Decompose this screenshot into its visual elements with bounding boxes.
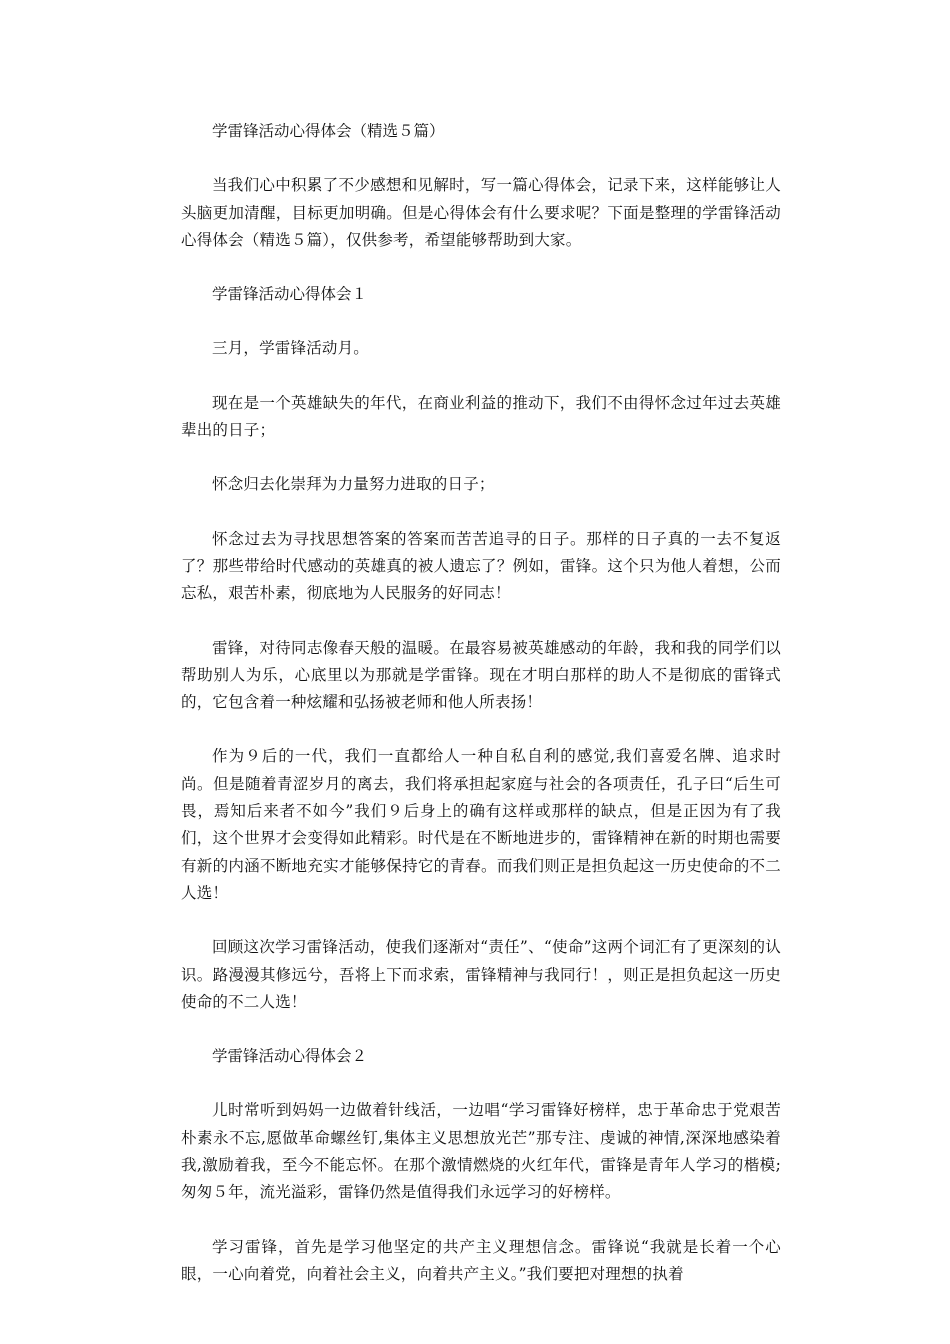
section-2-paragraph: 儿时常听到妈妈一边做着针线活，一边唱“学习雷锋好榜样，忠于革命忠于党艰苦朴素永不忘,愿做革命螺丝钉,集体主义思想放光芒”那专注、虔诚的神情,深深地感染着我,激励着我，至今不能忘怀。在那个激情燃烧的火红年代，雷锋是青年人学习的楷模;匆匆５年，流光溢彩，雷锋仍然是值得我们永远学习的好榜样。	[181, 1101, 781, 1202]
document-page	[181, 118, 781, 1315]
section-1-paragraph: 怀念过去为寻找思想答案的答案而苦苦追寻的日子。那样的日子真的一去不复返了？那些带给时代感动的英雄真的被人遗忘了？例如，雷锋。这个只为他人着想，公而忘私，艰苦朴素，彻底地为人民服务的好同志！	[181, 529, 781, 603]
section-1-paragraph: 现在是一个英雄缺失的年代，在商业利益的推动下，我们不由得怀念过年过去英雄辈出的日子；	[181, 393, 781, 440]
section-1-paragraph: 回顾这次学习雷锋活动，使我们逐渐对“责任”、“使命”这两个词汇有了更深刻的认识。路漫漫其修远兮，吾将上下而求索，雷锋精神与我同行！，则正是担负起这一历史使命的不二人选！	[181, 938, 781, 1011]
document-title: 学雷锋活动心得体会（精选５篇）	[212, 122, 445, 140]
section-1-paragraph: 怀念归去化崇拜为力量努力进取的日子；	[212, 475, 495, 494]
section-2-heading: 学雷锋活动心得体会２	[212, 1047, 368, 1066]
section-1-paragraph: 作为９后的一代，我们一直都给人一种自私自利的感觉,我们喜爱名牌、追求时尚。但是随着青涩岁月的离去，我们将承担起家庭与社会的各项责任，孔子曰“后生可畏，焉知后来者不如今”我们９后身上的确有这样或那样的缺点，但是正因为有了我们，这个世界才会变得如此精彩。时代是在不断地进步的，雷锋精神在新的时期也需要有新的内涵不断地充实才能够保持它的青春。而我们则正是担负起这一历史使命的不二人选！	[181, 747, 781, 902]
section-1-paragraph: 三月，学雷锋活动月。	[212, 339, 370, 358]
intro-paragraph: 当我们心中积累了不少感想和见解时，写一篇心得体会，记录下来，这样能够让人头脑更加清醒，目标更加明确。但是心得体会有什么要求呢？下面是整理的学雷锋活动心得体会（精选５篇），仅供参考，希望能够帮助到大家。	[181, 176, 781, 249]
section-2-paragraph: 学习雷锋，首先是学习他坚定的共产主义理想信念。雷锋说“我就是长着一个心眼，一心向着党，向着社会主义，向着共产主义。”我们要把对理想的执着	[181, 1237, 781, 1283]
section-1-paragraph: 雷锋，对待同志像春天般的温暖。在最容易被英雄感动的年龄，我和我的同学们以帮助别人为乐，心底里以为那就是学雷锋。现在才明白那样的助人不是彻底的雷锋式的，它包含着一种炫耀和弘扬被老师和他人所表扬！	[181, 638, 781, 712]
section-1-heading: 学雷锋活动心得体会１	[212, 285, 368, 304]
